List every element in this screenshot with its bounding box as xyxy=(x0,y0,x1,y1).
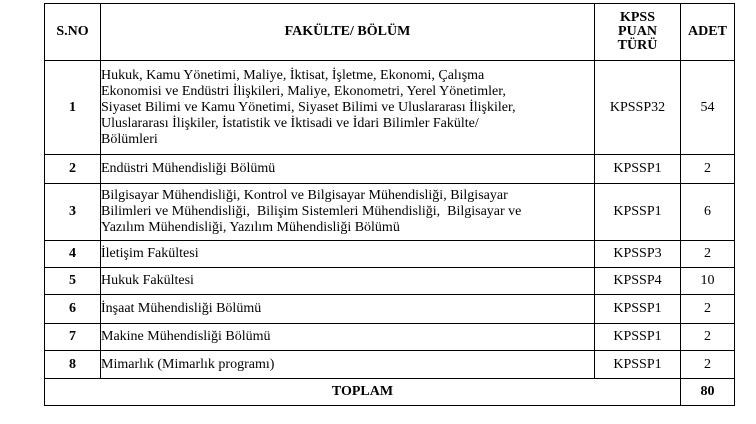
quota-count: 6 xyxy=(681,184,735,241)
score-type: KPSSP1 xyxy=(595,184,681,241)
row-number: 6 xyxy=(45,295,101,324)
quota-count: 2 xyxy=(681,295,735,324)
faculty-name xyxy=(101,241,595,268)
table-row xyxy=(45,184,735,241)
faculty-name-line: Siyaset Bilimi ve Kamu Yönetimi, Siyaset Bilimi ve Uluslararası İlişkiler, xyxy=(101,99,516,115)
header-score-line: KPSS xyxy=(619,10,655,25)
faculty-name xyxy=(101,61,595,155)
faculty-name-line: Endüstri Mühendisliği Bölümü xyxy=(101,161,276,176)
table-row xyxy=(45,241,735,268)
quota-table xyxy=(44,3,735,406)
table-row xyxy=(45,155,735,184)
table-row xyxy=(45,61,735,155)
row-number: 5 xyxy=(45,268,101,295)
faculty-name-line: Uluslararası İlişkiler, İstatistik ve İktisadi ve İdari Bilimler Fakülte/ xyxy=(101,115,479,131)
header-score-line: PUAN xyxy=(618,24,657,39)
faculty-name-line: İletişim Fakültesi xyxy=(101,246,199,261)
score-type: KPSSP3 xyxy=(595,241,681,268)
faculty-name-line: Hukuk Fakültesi xyxy=(101,273,194,288)
header-no: S.NO xyxy=(45,4,101,61)
score-type: KPSSP4 xyxy=(595,268,681,295)
table-row xyxy=(45,324,735,351)
faculty-name xyxy=(101,324,595,351)
score-type: KPSSP1 xyxy=(595,324,681,351)
faculty-name-line: İnşaat Mühendisliği Bölümü xyxy=(101,301,262,316)
faculty-name-line: Makine Mühendisliği Bölümü xyxy=(101,329,271,344)
table-row xyxy=(45,295,735,324)
header-row xyxy=(45,4,735,61)
quota-count: 10 xyxy=(681,268,735,295)
faculty-name-line: Ekonomisi ve Endüstri İlişkileri, Maliye, Ekonometri, Yerel Yönetimler, xyxy=(101,83,506,99)
table-row xyxy=(45,351,735,379)
quota-count: 2 xyxy=(681,351,735,379)
faculty-name-line: Yazılım Mühendisliği, Yazılım Mühendisliği Bölümü xyxy=(101,220,400,235)
total-row xyxy=(45,379,735,406)
quota-count: 2 xyxy=(681,155,735,184)
faculty-name-line: Bölümleri xyxy=(101,131,158,147)
row-number: 1 xyxy=(45,61,101,155)
quota-count: 2 xyxy=(681,241,735,268)
faculty-name xyxy=(101,268,595,295)
faculty-name xyxy=(101,295,595,324)
table-row xyxy=(45,268,735,295)
row-number: 8 xyxy=(45,351,101,379)
faculty-name xyxy=(101,351,595,379)
score-type: KPSSP1 xyxy=(595,351,681,379)
faculty-name-line: Bilimleri ve Mühendisliği, Bilişim Sistemleri Mühendisliği, Bilgisayar ve xyxy=(101,204,522,219)
row-number: 7 xyxy=(45,324,101,351)
header-faculty: FAKÜLTE/ BÖLÜM xyxy=(101,4,595,61)
faculty-name xyxy=(101,155,595,184)
score-type: KPSSP32 xyxy=(595,61,681,155)
row-number: 2 xyxy=(45,155,101,184)
faculty-name-line: Mimarlık (Mimarlık programı) xyxy=(101,356,275,372)
faculty-name-line: Hukuk, Kamu Yönetimi, Maliye, İktisat, İşletme, Ekonomi, Çalışma xyxy=(101,67,485,83)
header-score-type xyxy=(595,4,681,61)
header-score-line: TÜRÜ xyxy=(617,38,658,53)
score-type: KPSSP1 xyxy=(595,155,681,184)
total-label: TOPLAM xyxy=(45,379,681,406)
row-number: 4 xyxy=(45,241,101,268)
quota-count: 2 xyxy=(681,324,735,351)
score-type: KPSSP1 xyxy=(595,295,681,324)
row-number: 3 xyxy=(45,184,101,241)
quota-count: 54 xyxy=(681,61,735,155)
faculty-name xyxy=(101,184,595,241)
total-count: 80 xyxy=(681,379,735,406)
header-count: ADET xyxy=(681,4,735,61)
faculty-name-line: Bilgisayar Mühendisliği, Kontrol ve Bilgisayar Mühendisliği, Bilgisayar xyxy=(101,188,508,203)
